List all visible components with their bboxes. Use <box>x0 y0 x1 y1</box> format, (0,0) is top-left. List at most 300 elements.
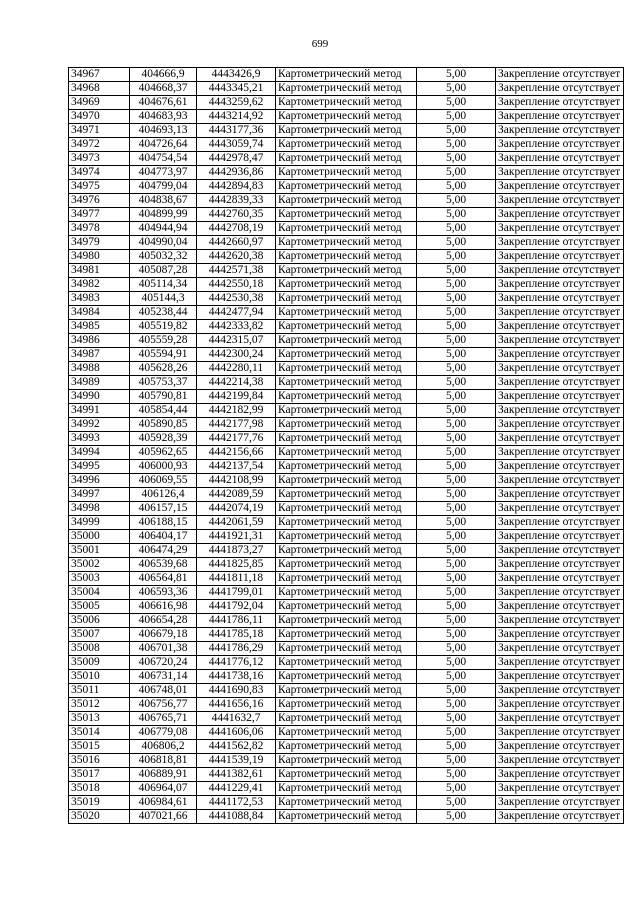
table-row <box>69 544 624 558</box>
method-cell: Картометрический метод <box>276 362 417 376</box>
y-coordinate-cell: 4442108,99 <box>197 474 276 488</box>
accuracy-cell: 5,00 <box>417 656 496 670</box>
x-coordinate-cell: 406701,38 <box>130 642 197 656</box>
accuracy-cell: 5,00 <box>417 306 496 320</box>
table-row <box>69 278 624 292</box>
y-coordinate-cell: 4442978,47 <box>197 152 276 166</box>
point-number-cell: 34969 <box>69 96 130 110</box>
table-row <box>69 82 624 96</box>
method-cell: Картометрический метод <box>276 390 417 404</box>
y-coordinate-cell: 4442061,59 <box>197 516 276 530</box>
table-row <box>69 460 624 474</box>
table-row <box>69 152 624 166</box>
point-number-cell: 35009 <box>69 656 130 670</box>
point-number-cell: 34999 <box>69 516 130 530</box>
point-number-cell: 34998 <box>69 502 130 516</box>
point-number-cell: 34995 <box>69 460 130 474</box>
y-coordinate-cell: 4441921,31 <box>197 530 276 544</box>
table-row <box>69 180 624 194</box>
x-coordinate-cell: 405962,65 <box>130 446 197 460</box>
fixing-cell: Закрепление отсутствует <box>496 712 624 726</box>
accuracy-cell: 5,00 <box>417 810 496 824</box>
y-coordinate-cell: 4443059,74 <box>197 138 276 152</box>
table-row <box>69 572 624 586</box>
x-coordinate-cell: 406188,15 <box>130 516 197 530</box>
method-cell: Картометрический метод <box>276 782 417 796</box>
fixing-cell: Закрепление отсутствует <box>496 110 624 124</box>
fixing-cell: Закрепление отсутствует <box>496 558 624 572</box>
method-cell: Картометрический метод <box>276 306 417 320</box>
accuracy-cell: 5,00 <box>417 250 496 264</box>
y-coordinate-cell: 4442089,59 <box>197 488 276 502</box>
point-number-cell: 34989 <box>69 376 130 390</box>
method-cell: Картометрический метод <box>276 642 417 656</box>
y-coordinate-cell: 4441562,82 <box>197 740 276 754</box>
y-coordinate-cell: 4442936,86 <box>197 166 276 180</box>
x-coordinate-cell: 404944,94 <box>130 222 197 236</box>
accuracy-cell: 5,00 <box>417 782 496 796</box>
x-coordinate-cell: 406818,81 <box>130 754 197 768</box>
fixing-cell: Закрепление отсутствует <box>496 628 624 642</box>
x-coordinate-cell: 405890,85 <box>130 418 197 432</box>
fixing-cell: Закрепление отсутствует <box>496 782 624 796</box>
fixing-cell: Закрепление отсутствует <box>496 600 624 614</box>
fixing-cell: Закрепление отсутствует <box>496 684 624 698</box>
fixing-cell: Закрепление отсутствует <box>496 614 624 628</box>
point-number-cell: 35005 <box>69 600 130 614</box>
table-row <box>69 712 624 726</box>
x-coordinate-cell: 405114,34 <box>130 278 197 292</box>
page-number: 699 <box>311 38 329 50</box>
x-coordinate-cell: 406964,07 <box>130 782 197 796</box>
x-coordinate-cell: 406564,81 <box>130 572 197 586</box>
y-coordinate-cell: 4441825,85 <box>197 558 276 572</box>
x-coordinate-cell: 406731,14 <box>130 670 197 684</box>
point-number-cell: 35010 <box>69 670 130 684</box>
method-cell: Картометрический метод <box>276 460 417 474</box>
point-number-cell: 34968 <box>69 82 130 96</box>
table-row <box>69 208 624 222</box>
fixing-cell: Закрепление отсутствует <box>496 460 624 474</box>
y-coordinate-cell: 4442199,84 <box>197 390 276 404</box>
point-number-cell: 35020 <box>69 810 130 824</box>
fixing-cell: Закрепление отсутствует <box>496 726 624 740</box>
point-number-cell: 34997 <box>69 488 130 502</box>
y-coordinate-cell: 4442177,76 <box>197 432 276 446</box>
x-coordinate-cell: 405928,39 <box>130 432 197 446</box>
x-coordinate-cell: 406765,71 <box>130 712 197 726</box>
table-row <box>69 600 624 614</box>
fixing-cell: Закрепление отсутствует <box>496 572 624 586</box>
fixing-cell: Закрепление отсутствует <box>496 96 624 110</box>
accuracy-cell: 5,00 <box>417 390 496 404</box>
fixing-cell: Закрепление отсутствует <box>496 796 624 810</box>
y-coordinate-cell: 4443259,62 <box>197 96 276 110</box>
table-row <box>69 698 624 712</box>
accuracy-cell: 5,00 <box>417 334 496 348</box>
table-row <box>69 656 624 670</box>
point-number-cell: 34982 <box>69 278 130 292</box>
y-coordinate-cell: 4442760,35 <box>197 208 276 222</box>
method-cell: Картометрический метод <box>276 740 417 754</box>
point-number-cell: 35008 <box>69 642 130 656</box>
table-row <box>69 614 624 628</box>
y-coordinate-cell: 4441229,41 <box>197 782 276 796</box>
fixing-cell: Закрепление отсутствует <box>496 586 624 600</box>
method-cell: Картометрический метод <box>276 670 417 684</box>
table-row <box>69 334 624 348</box>
fixing-cell: Закрепление отсутствует <box>496 124 624 138</box>
y-coordinate-cell: 4441786,11 <box>197 614 276 628</box>
method-cell: Картометрический метод <box>276 810 417 824</box>
method-cell: Картометрический метод <box>276 600 417 614</box>
y-coordinate-cell: 4441785,18 <box>197 628 276 642</box>
x-coordinate-cell: 406889,91 <box>130 768 197 782</box>
fixing-cell: Закрепление отсутствует <box>496 194 624 208</box>
accuracy-cell: 5,00 <box>417 670 496 684</box>
point-number-cell: 34978 <box>69 222 130 236</box>
fixing-cell: Закрепление отсутствует <box>496 446 624 460</box>
method-cell: Картометрический метод <box>276 754 417 768</box>
x-coordinate-cell: 405559,28 <box>130 334 197 348</box>
x-coordinate-cell: 406654,28 <box>130 614 197 628</box>
x-coordinate-cell: 406126,4 <box>130 488 197 502</box>
accuracy-cell: 5,00 <box>417 264 496 278</box>
method-cell: Картометрический метод <box>276 152 417 166</box>
method-cell: Картометрический метод <box>276 712 417 726</box>
x-coordinate-cell: 406720,24 <box>130 656 197 670</box>
y-coordinate-cell: 4441382,61 <box>197 768 276 782</box>
x-coordinate-cell: 405753,37 <box>130 376 197 390</box>
x-coordinate-cell: 405087,28 <box>130 264 197 278</box>
point-number-cell: 35012 <box>69 698 130 712</box>
method-cell: Картометрический метод <box>276 96 417 110</box>
fixing-cell: Закрепление отсутствует <box>496 362 624 376</box>
y-coordinate-cell: 4442708,19 <box>197 222 276 236</box>
point-number-cell: 34993 <box>69 432 130 446</box>
x-coordinate-cell: 404676,61 <box>130 96 197 110</box>
accuracy-cell: 5,00 <box>417 208 496 222</box>
point-number-cell: 34967 <box>69 68 130 82</box>
y-coordinate-cell: 4442280,11 <box>197 362 276 376</box>
accuracy-cell: 5,00 <box>417 236 496 250</box>
fixing-cell: Закрепление отсутствует <box>496 670 624 684</box>
point-number-cell: 34983 <box>69 292 130 306</box>
point-number-cell: 35007 <box>69 628 130 642</box>
method-cell: Картометрический метод <box>276 250 417 264</box>
y-coordinate-cell: 4442839,33 <box>197 194 276 208</box>
accuracy-cell: 5,00 <box>417 740 496 754</box>
accuracy-cell: 5,00 <box>417 754 496 768</box>
method-cell: Картометрический метод <box>276 488 417 502</box>
point-number-cell: 35006 <box>69 614 130 628</box>
method-cell: Картометрический метод <box>276 544 417 558</box>
accuracy-cell: 5,00 <box>417 110 496 124</box>
x-coordinate-cell: 404838,67 <box>130 194 197 208</box>
point-number-cell: 34970 <box>69 110 130 124</box>
y-coordinate-cell: 4443214,92 <box>197 110 276 124</box>
fixing-cell: Закрепление отсутствует <box>496 138 624 152</box>
point-number-cell: 35014 <box>69 726 130 740</box>
y-coordinate-cell: 4441786,29 <box>197 642 276 656</box>
fixing-cell: Закрепление отсутствует <box>496 530 624 544</box>
accuracy-cell: 5,00 <box>417 124 496 138</box>
table-row <box>69 488 624 502</box>
fixing-cell: Закрепление отсутствует <box>496 390 624 404</box>
fixing-cell: Закрепление отсутствует <box>496 768 624 782</box>
method-cell: Картометрический метод <box>276 334 417 348</box>
fixing-cell: Закрепление отсутствует <box>496 278 624 292</box>
table-row <box>69 586 624 600</box>
method-cell: Картометрический метод <box>276 656 417 670</box>
method-cell: Картометрический метод <box>276 432 417 446</box>
fixing-cell: Закрепление отсутствует <box>496 754 624 768</box>
y-coordinate-cell: 4441632,7 <box>197 712 276 726</box>
table-row <box>69 684 624 698</box>
x-coordinate-cell: 405032,32 <box>130 250 197 264</box>
fixing-cell: Закрепление отсутствует <box>496 376 624 390</box>
point-number-cell: 34986 <box>69 334 130 348</box>
table-row <box>69 250 624 264</box>
method-cell: Картометрический метод <box>276 320 417 334</box>
y-coordinate-cell: 4442156,66 <box>197 446 276 460</box>
fixing-cell: Закрепление отсутствует <box>496 516 624 530</box>
point-number-cell: 35001 <box>69 544 130 558</box>
method-cell: Картометрический метод <box>276 796 417 810</box>
point-number-cell: 34996 <box>69 474 130 488</box>
table-row <box>69 726 624 740</box>
x-coordinate-cell: 405519,82 <box>130 320 197 334</box>
point-number-cell: 34985 <box>69 320 130 334</box>
method-cell: Картометрический метод <box>276 138 417 152</box>
table-row <box>69 390 624 404</box>
point-number-cell: 35018 <box>69 782 130 796</box>
x-coordinate-cell: 404754,54 <box>130 152 197 166</box>
point-number-cell: 34990 <box>69 390 130 404</box>
x-coordinate-cell: 404683,93 <box>130 110 197 124</box>
fixing-cell: Закрепление отсутствует <box>496 250 624 264</box>
fixing-cell: Закрепление отсутствует <box>496 334 624 348</box>
table-row <box>69 474 624 488</box>
y-coordinate-cell: 4442315,07 <box>197 334 276 348</box>
point-number-cell: 35004 <box>69 586 130 600</box>
table-row <box>69 110 624 124</box>
x-coordinate-cell: 406616,98 <box>130 600 197 614</box>
method-cell: Картометрический метод <box>276 404 417 418</box>
table-row <box>69 194 624 208</box>
point-number-cell: 35003 <box>69 572 130 586</box>
point-number-cell: 34971 <box>69 124 130 138</box>
fixing-cell: Закрепление отсутствует <box>496 544 624 558</box>
table-row <box>69 502 624 516</box>
method-cell: Картометрический метод <box>276 264 417 278</box>
accuracy-cell: 5,00 <box>417 768 496 782</box>
method-cell: Картометрический метод <box>276 446 417 460</box>
accuracy-cell: 5,00 <box>417 628 496 642</box>
fixing-cell: Закрепление отсутствует <box>496 502 624 516</box>
fixing-cell: Закрепление отсутствует <box>496 418 624 432</box>
x-coordinate-cell: 407021,66 <box>130 810 197 824</box>
y-coordinate-cell: 4441088,84 <box>197 810 276 824</box>
method-cell: Картометрический метод <box>276 558 417 572</box>
method-cell: Картометрический метод <box>276 222 417 236</box>
method-cell: Картометрический метод <box>276 236 417 250</box>
method-cell: Картометрический метод <box>276 82 417 96</box>
table-row <box>69 68 624 82</box>
fixing-cell: Закрепление отсутствует <box>496 306 624 320</box>
x-coordinate-cell: 406756,77 <box>130 698 197 712</box>
x-coordinate-cell: 406779,08 <box>130 726 197 740</box>
fixing-cell: Закрепление отсутствует <box>496 404 624 418</box>
y-coordinate-cell: 4442300,24 <box>197 348 276 362</box>
y-coordinate-cell: 4441811,18 <box>197 572 276 586</box>
table-row <box>69 404 624 418</box>
y-coordinate-cell: 4441738,16 <box>197 670 276 684</box>
table-row <box>69 740 624 754</box>
point-number-cell: 34987 <box>69 348 130 362</box>
accuracy-cell: 5,00 <box>417 222 496 236</box>
fixing-cell: Закрепление отсутствует <box>496 236 624 250</box>
point-number-cell: 34988 <box>69 362 130 376</box>
x-coordinate-cell: 406539,68 <box>130 558 197 572</box>
x-coordinate-cell: 405790,81 <box>130 390 197 404</box>
point-number-cell: 34973 <box>69 152 130 166</box>
method-cell: Картометрический метод <box>276 726 417 740</box>
accuracy-cell: 5,00 <box>417 376 496 390</box>
accuracy-cell: 5,00 <box>417 488 496 502</box>
point-number-cell: 34991 <box>69 404 130 418</box>
accuracy-cell: 5,00 <box>417 194 496 208</box>
table-row <box>69 264 624 278</box>
point-number-cell: 34981 <box>69 264 130 278</box>
fixing-cell: Закрепление отсутствует <box>496 82 624 96</box>
table-row <box>69 796 624 810</box>
table-row <box>69 670 624 684</box>
table-row <box>69 768 624 782</box>
method-cell: Картометрический метод <box>276 628 417 642</box>
y-coordinate-cell: 4442137,54 <box>197 460 276 474</box>
fixing-cell: Закрепление отсутствует <box>496 166 624 180</box>
method-cell: Картометрический метод <box>276 278 417 292</box>
point-number-cell: 34994 <box>69 446 130 460</box>
point-number-cell: 34977 <box>69 208 130 222</box>
accuracy-cell: 5,00 <box>417 600 496 614</box>
x-coordinate-cell: 406679,18 <box>130 628 197 642</box>
point-number-cell: 35015 <box>69 740 130 754</box>
fixing-cell: Закрепление отсутствует <box>496 740 624 754</box>
fixing-cell: Закрепление отсутствует <box>496 642 624 656</box>
table-row <box>69 320 624 334</box>
accuracy-cell: 5,00 <box>417 502 496 516</box>
y-coordinate-cell: 4441606,06 <box>197 726 276 740</box>
table-row <box>69 292 624 306</box>
point-number-cell: 34992 <box>69 418 130 432</box>
y-coordinate-cell: 4441792,04 <box>197 600 276 614</box>
y-coordinate-cell: 4442214,38 <box>197 376 276 390</box>
x-coordinate-cell: 404799,04 <box>130 180 197 194</box>
accuracy-cell: 5,00 <box>417 642 496 656</box>
table-row <box>69 810 624 824</box>
fixing-cell: Закрепление отсутствует <box>496 656 624 670</box>
table-row <box>69 96 624 110</box>
fixing-cell: Закрепление отсутствует <box>496 68 624 82</box>
table-row <box>69 754 624 768</box>
y-coordinate-cell: 4442660,97 <box>197 236 276 250</box>
x-coordinate-cell: 406474,29 <box>130 544 197 558</box>
method-cell: Картометрический метод <box>276 110 417 124</box>
x-coordinate-cell: 405238,44 <box>130 306 197 320</box>
accuracy-cell: 5,00 <box>417 698 496 712</box>
point-number-cell: 34984 <box>69 306 130 320</box>
method-cell: Картометрический метод <box>276 572 417 586</box>
table-row <box>69 124 624 138</box>
method-cell: Картометрический метод <box>276 208 417 222</box>
y-coordinate-cell: 4442477,94 <box>197 306 276 320</box>
point-number-cell: 34980 <box>69 250 130 264</box>
method-cell: Картометрический метод <box>276 376 417 390</box>
accuracy-cell: 5,00 <box>417 278 496 292</box>
accuracy-cell: 5,00 <box>417 348 496 362</box>
accuracy-cell: 5,00 <box>417 712 496 726</box>
y-coordinate-cell: 4443177,36 <box>197 124 276 138</box>
accuracy-cell: 5,00 <box>417 166 496 180</box>
accuracy-cell: 5,00 <box>417 152 496 166</box>
x-coordinate-cell: 406000,93 <box>130 460 197 474</box>
table-row <box>69 530 624 544</box>
y-coordinate-cell: 4441690,83 <box>197 684 276 698</box>
y-coordinate-cell: 4441873,27 <box>197 544 276 558</box>
point-number-cell: 34972 <box>69 138 130 152</box>
y-coordinate-cell: 4442333,82 <box>197 320 276 334</box>
x-coordinate-cell: 405144,3 <box>130 292 197 306</box>
x-coordinate-cell: 404666,9 <box>130 68 197 82</box>
point-number-cell: 35019 <box>69 796 130 810</box>
point-number-cell: 34974 <box>69 166 130 180</box>
fixing-cell: Закрепление отсутствует <box>496 432 624 446</box>
accuracy-cell: 5,00 <box>417 558 496 572</box>
accuracy-cell: 5,00 <box>417 530 496 544</box>
accuracy-cell: 5,00 <box>417 460 496 474</box>
method-cell: Картометрический метод <box>276 348 417 362</box>
point-number-cell: 35011 <box>69 684 130 698</box>
fixing-cell: Закрепление отсутствует <box>496 264 624 278</box>
y-coordinate-cell: 4442074,19 <box>197 502 276 516</box>
fixing-cell: Закрепление отсутствует <box>496 348 624 362</box>
accuracy-cell: 5,00 <box>417 446 496 460</box>
x-coordinate-cell: 404899,99 <box>130 208 197 222</box>
y-coordinate-cell: 4442571,38 <box>197 264 276 278</box>
fixing-cell: Закрепление отсутствует <box>496 222 624 236</box>
table-row <box>69 166 624 180</box>
coordinates-table-body <box>69 68 624 824</box>
table-row <box>69 516 624 530</box>
point-number-cell: 35016 <box>69 754 130 768</box>
method-cell: Картометрический метод <box>276 68 417 82</box>
table-row <box>69 558 624 572</box>
table-row <box>69 782 624 796</box>
point-number-cell: 35013 <box>69 712 130 726</box>
table-row <box>69 236 624 250</box>
fixing-cell: Закрепление отсутствует <box>496 292 624 306</box>
table-row <box>69 418 624 432</box>
x-coordinate-cell: 406593,36 <box>130 586 197 600</box>
accuracy-cell: 5,00 <box>417 292 496 306</box>
method-cell: Картометрический метод <box>276 418 417 432</box>
table-row <box>69 642 624 656</box>
x-coordinate-cell: 406984,61 <box>130 796 197 810</box>
fixing-cell: Закрепление отсутствует <box>496 320 624 334</box>
y-coordinate-cell: 4441776,12 <box>197 656 276 670</box>
